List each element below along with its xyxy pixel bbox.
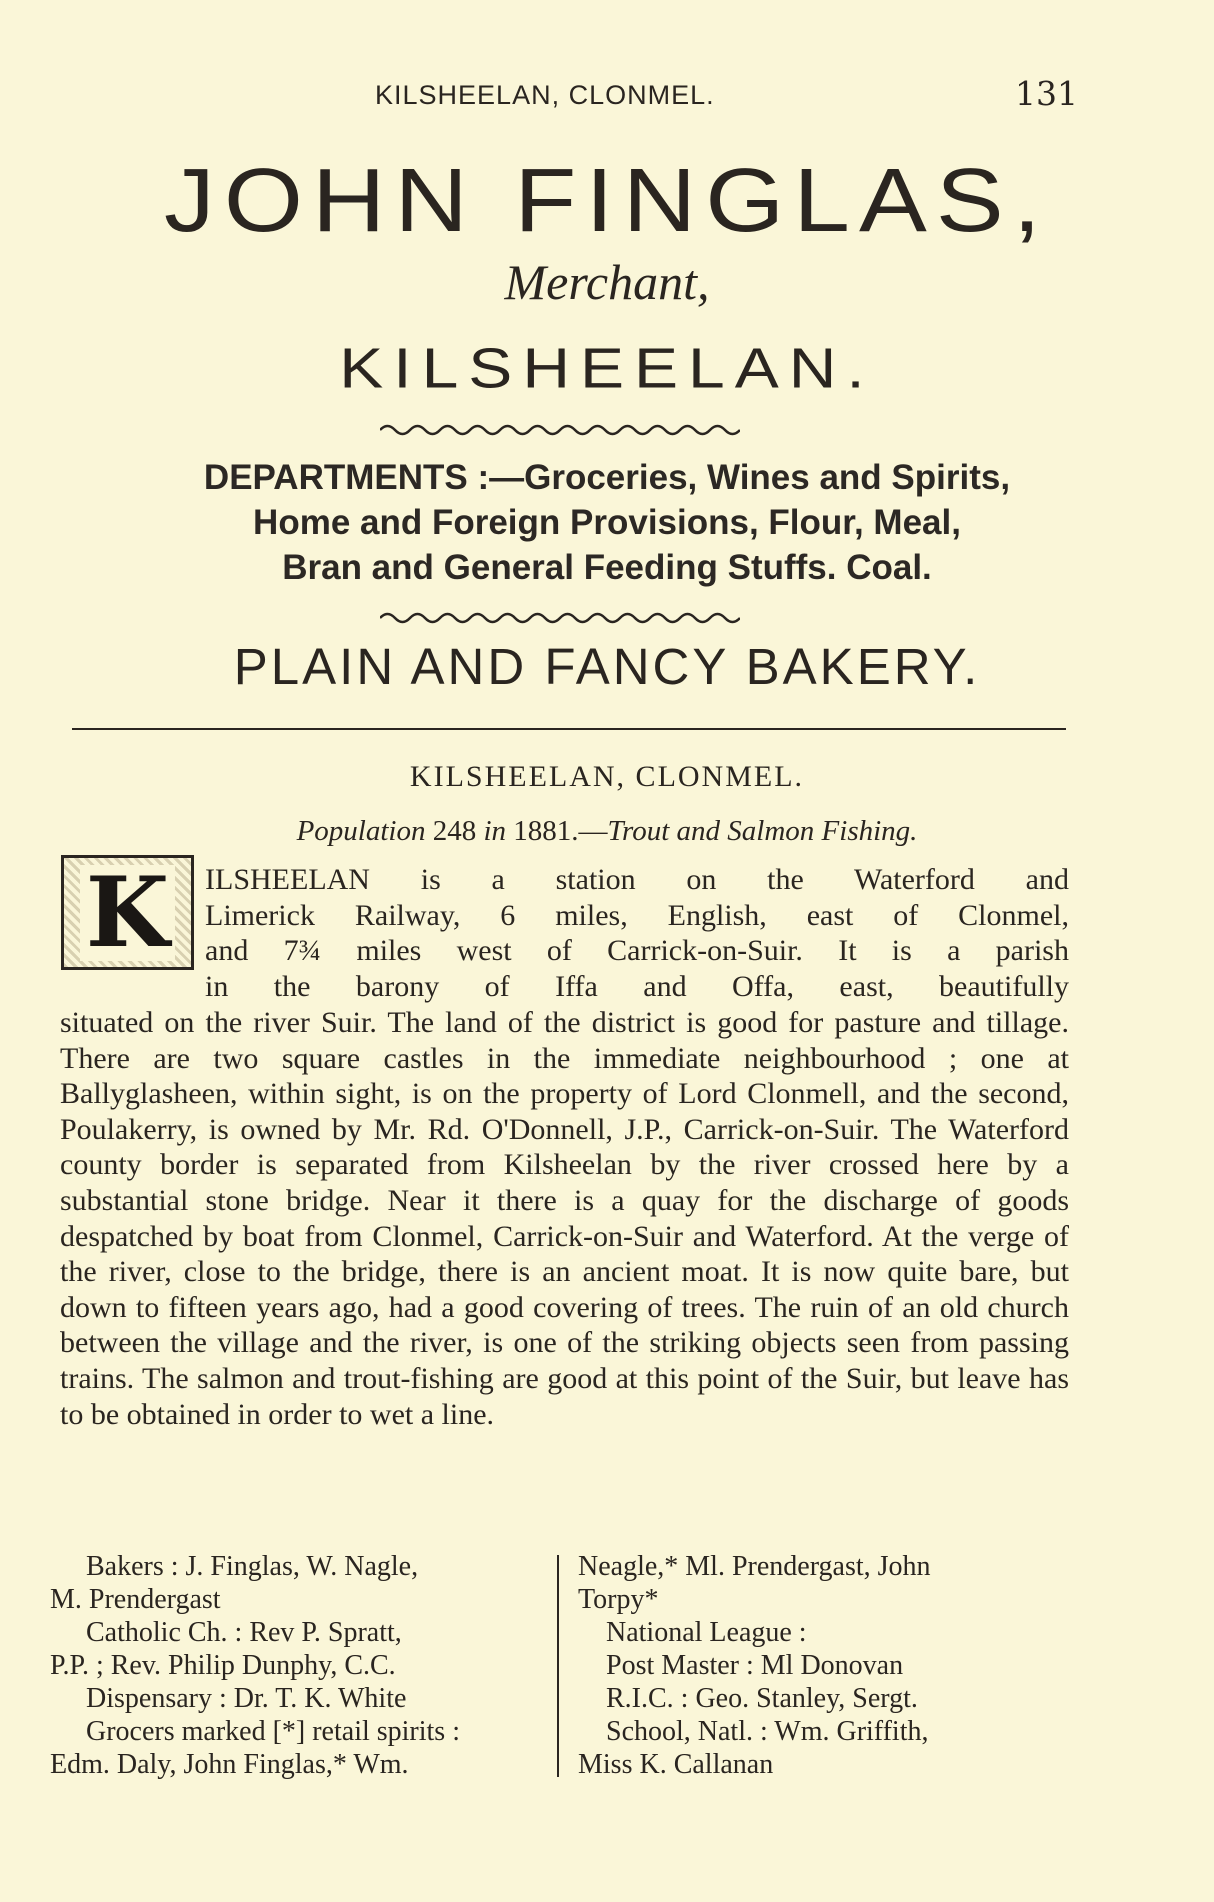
wavy-ornament-bottom [380, 610, 740, 626]
departments-line: DEPARTMENTS :—Groceries, Wines and Spirits, [203, 458, 1011, 497]
section-title: KILSHEELAN, CLONMEL. [409, 760, 805, 793]
directory-entry: Neagle,* Ml. Prendergast, John [578, 1551, 931, 1582]
directory-left-column [50, 1550, 550, 1781]
directory-entry: Edm. Daly, John Finglas,* Wm. [50, 1749, 409, 1780]
paragraph-line: Limerick Railway, 6 miles, English, east of Clonmel, [205, 898, 1069, 932]
directory-entry: Dispensary : Dr. T. K. White [86, 1683, 407, 1714]
directory-entry: Torpy* [578, 1584, 659, 1615]
advert-merchant-name: JOHN FINGLAS, [163, 151, 1051, 251]
advert-role: Merchant, [504, 254, 710, 310]
advert-bakery: PLAIN AND FANCY BAKERY. [233, 638, 981, 695]
directory-entry: R.I.C. : Geo. Stanley, Sergt. [606, 1683, 918, 1714]
departments-line: Bran and General Feeding Stuffs. Coal. [282, 548, 932, 587]
population-year: 1881.— [513, 815, 608, 847]
paragraph-line: ILSHEELAN is a station on the Waterford and [205, 863, 1069, 896]
population-label: Population [296, 815, 426, 847]
advert-departments [0, 455, 1214, 590]
paragraph-body: situated on the river Suir. The land of the district is good for pasture and tillage. There are two square castles in the immediate neighbourhood ; one at Ballyglasheen, within sight, is on the property of Lord Clonmell, and the second, Poulakerry, is owned by Mr. Rd. O'Donnell, J.P., Carrick-on-Suir. The Waterford county border is separated from Kilsheelan by the river crossed here by a substantial stone bridge. Near it there is a quay for the discharge of goods despatched by boat from Clonmel, Carrick-on-Suir and Waterford. At the verge of the river, close to the bridge, there is an ancient moat. It is now quite bare, but down to fifteen years ago, had a good covering of trees. The ruin of an old church between the village and the river, is one of the striking objects seen from passing trains. The salmon and trout-fishing are good at this point of the Suir, but leave has to be obtained in order to wet a line. [60, 1006, 1069, 1431]
drop-cap [61, 855, 194, 970]
departments-line: Home and Foreign Provisions, Flour, Meal, [253, 503, 961, 542]
directory-entry: P.P. ; Rev. Philip Dunphy, C.C. [50, 1650, 396, 1681]
directory-entry: Grocers marked [*] retail spirits : [86, 1716, 460, 1747]
directory-entry: Post Master : Ml Donovan [606, 1650, 904, 1681]
directory-entry: National League : [606, 1617, 807, 1648]
drop-cap-letter: K [80, 865, 175, 961]
directory-entry: Miss K. Callanan [578, 1749, 774, 1780]
running-header: KILSHEELAN, CLONMEL. [375, 80, 715, 110]
population-value: 248 [432, 815, 477, 847]
directory-entry: Catholic Ch. : Rev P. Spratt, [86, 1617, 402, 1648]
advert-place: KILSHEELAN. [339, 336, 875, 400]
directory-entry: School, Natl. : Wm. Griffith, [606, 1716, 929, 1747]
directory-entry: M. Prendergast [50, 1584, 221, 1615]
horizontal-rule [72, 728, 1066, 730]
population-line [0, 815, 1214, 848]
population-in: in [483, 815, 507, 847]
wavy-ornament-top [380, 422, 740, 438]
column-divider [557, 1555, 559, 1777]
directory-right-column [578, 1550, 1068, 1781]
fishing-note: Trout and Salmon Fishing. [607, 815, 918, 847]
paragraph-line: in the barony of Iffa and Offa, east, beautifully [205, 969, 1069, 1003]
page-number: 131 [1015, 74, 1078, 113]
paragraph-line: and 7¾ miles west of Carrick-on-Suir. It is a parish [205, 934, 1069, 968]
directory-entry: Bakers : J. Finglas, W. Nagle, [86, 1551, 419, 1582]
